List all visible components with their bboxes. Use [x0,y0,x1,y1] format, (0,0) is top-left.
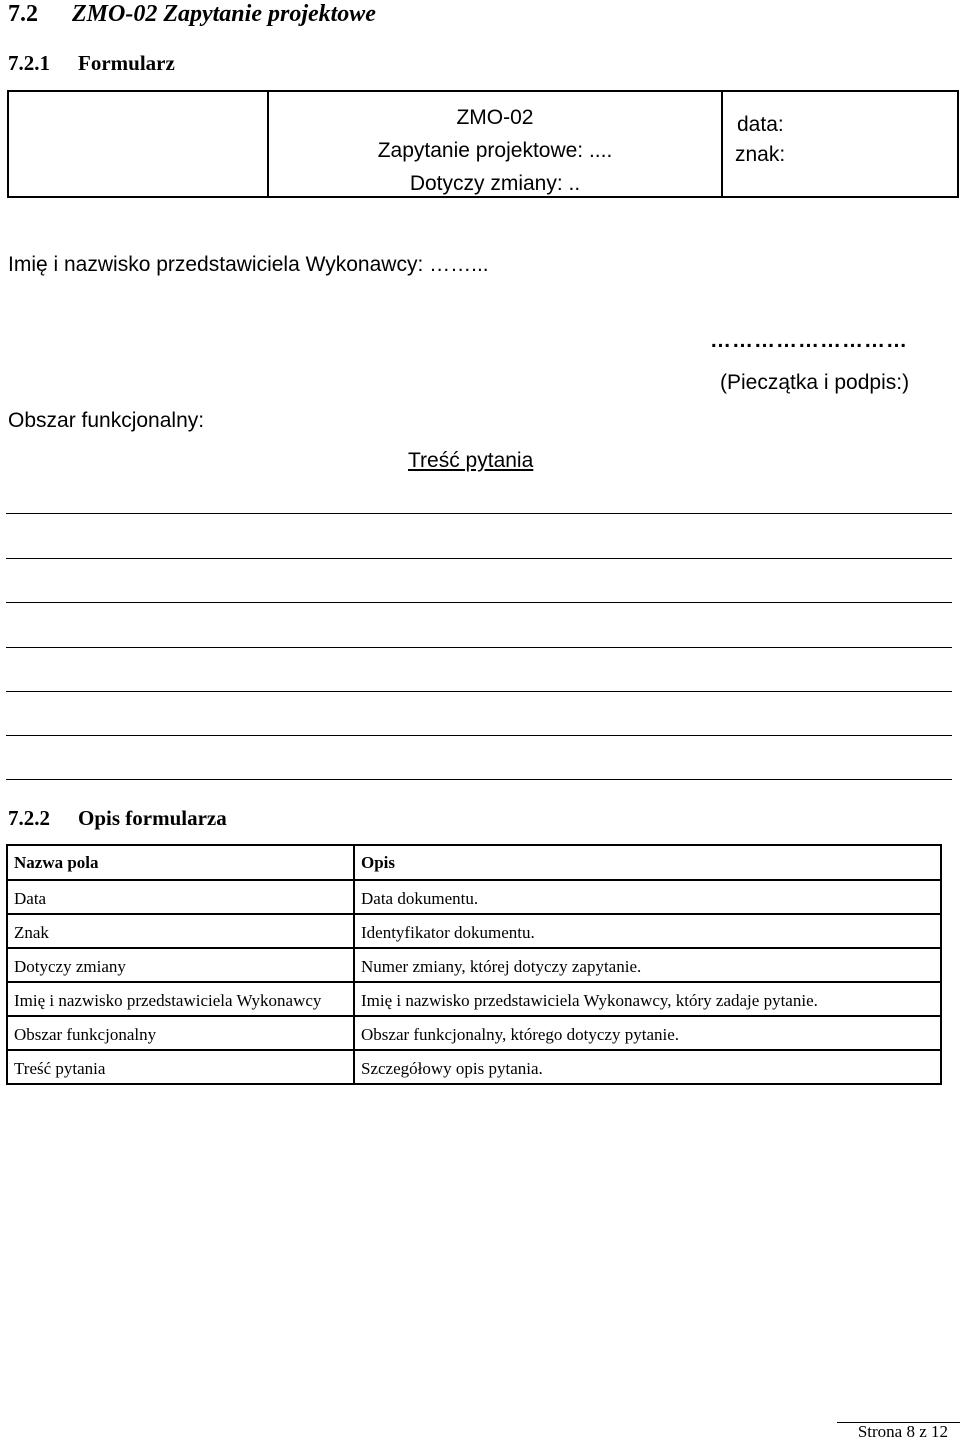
table-cell-field: Obszar funkcjonalny [8,1016,354,1050]
section-number: 7.2 [8,1,38,27]
signature-label: (Pieczątka i podpis:) [720,371,910,394]
subsection-desc-number: 7.2.2 [8,806,50,830]
table-cell-desc: Obszar funkcjonalny, którego dotyczy pytanie. [354,1016,940,1050]
table-row [8,1050,940,1083]
date-label: data: [737,113,784,136]
table-row [8,880,940,914]
table-cell-desc: Data dokumentu. [354,880,940,914]
table-header-row [8,846,940,880]
answer-line [6,779,952,780]
table-row [8,982,940,1016]
form-title-cell [269,92,723,196]
table-row [8,1016,940,1050]
field-description-table [6,844,942,1085]
answer-line [6,558,952,559]
table-cell-field: Treść pytania [8,1050,354,1083]
form-change-line: Dotyczy zmiany: .. [409,172,581,195]
subsection-form-title: Formularz [78,51,175,75]
table-cell-field: Znak [8,914,354,948]
table-cell-desc: Numer zmiany, której dotyczy zapytanie. [354,948,940,982]
table-row [8,948,940,982]
logo-cell [9,92,269,196]
contractor-line: Imię i nazwisko przedstawiciela Wykonawcy: ……... [8,253,489,276]
page-number: Strona 8 z 12 [857,1422,948,1441]
table-cell-field: Data [8,880,354,914]
table-row [8,914,940,948]
answer-line [6,602,952,603]
answer-line [6,513,952,514]
table-header-desc: Opis [354,846,940,880]
answer-line [6,647,952,648]
section-heading [8,0,376,28]
form-question-line: Zapytanie projektowe: .... [377,139,613,162]
sign-label: znak: [735,143,786,166]
subsection-form-heading [8,50,175,76]
subsection-form-number: 7.2.1 [8,51,50,75]
form-header-box [7,90,959,198]
functional-area-label: Obszar funkcjonalny: [8,409,205,432]
question-heading: Treść pytania [408,449,534,472]
table-cell-field: Imię i nazwisko przedstawiciela Wykonawcy [8,982,354,1016]
table-cell-desc: Szczegółowy opis pytania. [361,1059,543,1078]
table-cell-field: Dotyczy zmiany [8,948,354,982]
table-header-field: Nazwa pola [8,846,354,880]
subsection-desc-heading [8,805,227,831]
answer-line [6,691,952,692]
form-code: ZMO-02 [456,106,534,129]
table-cell-desc: Identyfikator dokumentu. [354,914,940,948]
answer-line [6,735,952,736]
subsection-desc-title: Opis formularza [78,806,227,830]
table-cell-desc: Imię i nazwisko przedstawiciela Wykonawcy, który zadaje pytanie. [354,982,940,1016]
form-meta-cell [729,92,957,196]
section-title: ZMO-02 Zapytanie projektowe [72,1,376,27]
signature-dots: ……………………… [710,329,908,352]
